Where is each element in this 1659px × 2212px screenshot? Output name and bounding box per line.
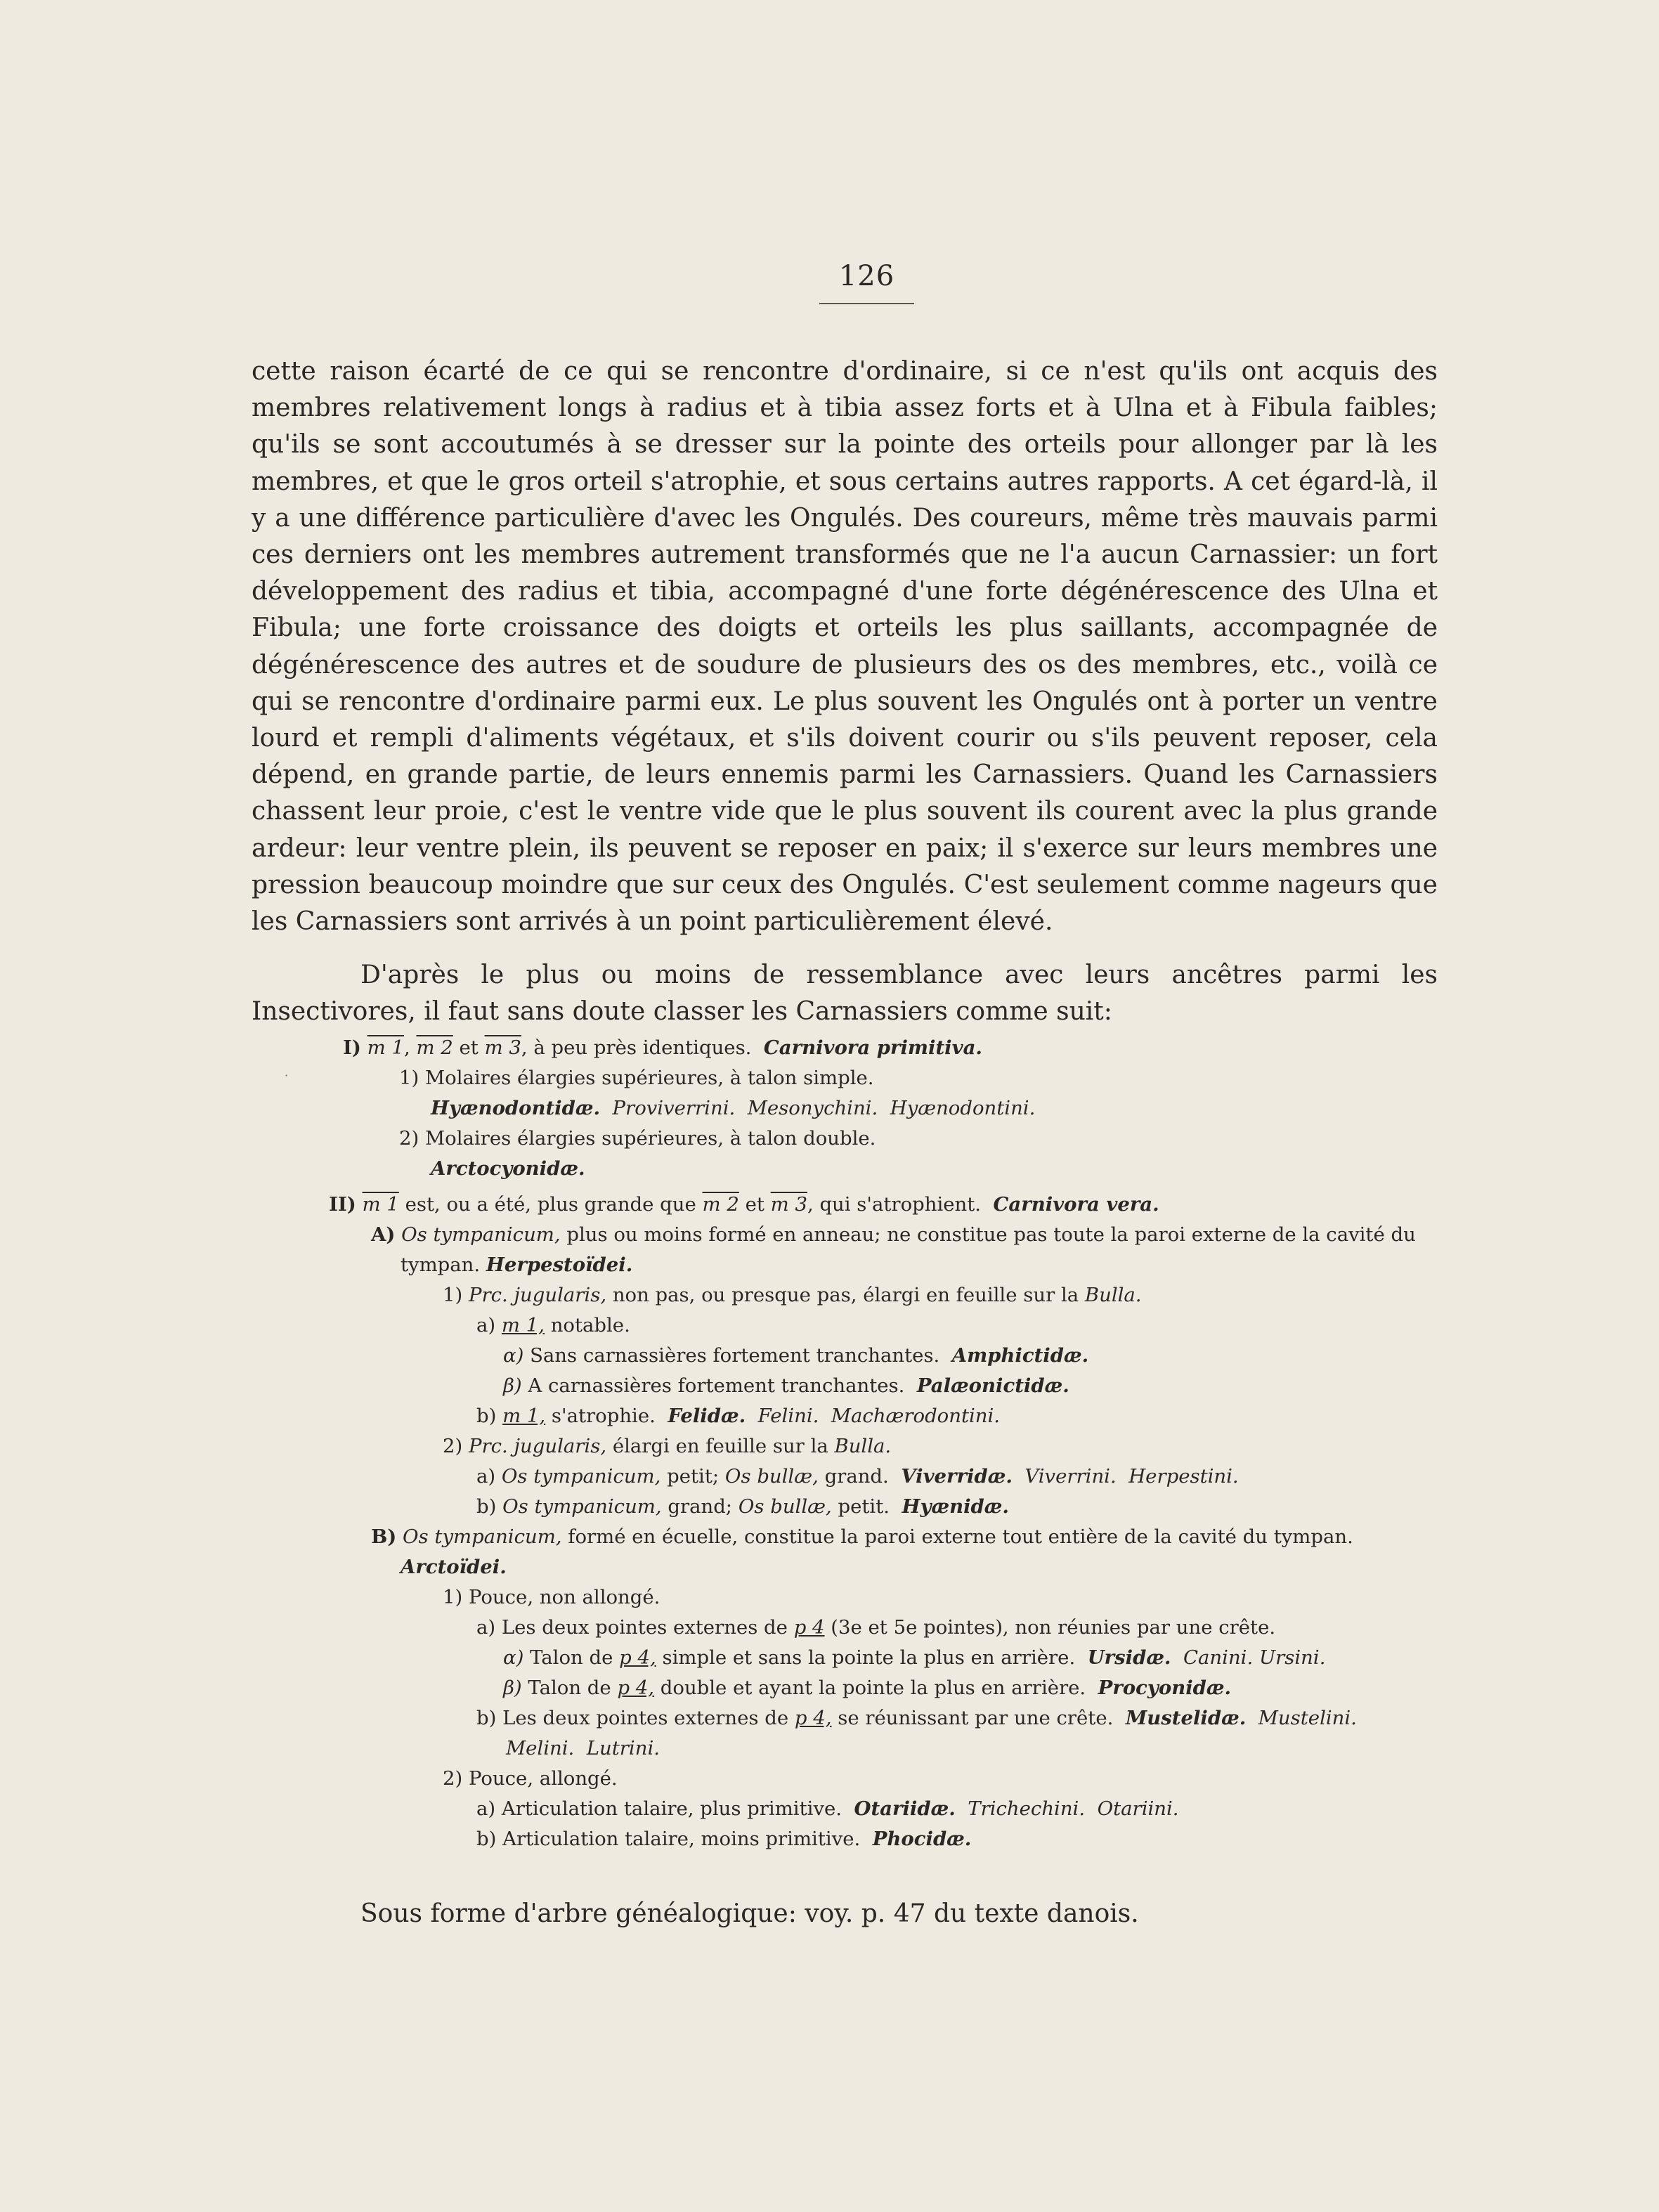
description: Les deux pointes externes de	[502, 1707, 789, 1729]
paragraph-text: D'après le plus ou moins de ressemblance avec leurs ancêtres parmi les Insectivores, il faut sans doute classer les Carnassiers comme suit:	[252, 961, 1438, 1027]
class-II-B	[252, 1522, 1439, 1582]
taxon-name: Viverridæ.	[901, 1465, 1013, 1488]
class-II-B-1-b	[252, 1703, 1439, 1764]
taxon-name: Melini.	[506, 1737, 575, 1759]
molar-symbol: m 2	[702, 1193, 739, 1216]
paragraph-text: Sous forme d'arbre généalogique: voy. p. 47 du texte danois.	[360, 1899, 1139, 1928]
description: Molaires élargies supérieures, à talon double.	[424, 1127, 876, 1150]
footer-note	[252, 1896, 1438, 1932]
description: s'atrophie.	[551, 1405, 656, 1427]
description: Les deux pointes externes de	[501, 1616, 788, 1639]
classification-list	[252, 1033, 1439, 1854]
marker: β)	[503, 1374, 522, 1397]
marker: a)	[476, 1314, 496, 1336]
marker: II)	[329, 1193, 356, 1216]
taxon-name: Ursidæ.	[1087, 1646, 1171, 1669]
anatomical-term: Bulla.	[1084, 1284, 1142, 1306]
marker: A)	[371, 1223, 396, 1246]
separator: ,	[403, 1036, 417, 1059]
premolar-symbol: p 4,	[617, 1677, 655, 1699]
body-paragraph-2	[252, 957, 1438, 1030]
class-II	[252, 1190, 1439, 1220]
description: élargi en feuille sur la	[612, 1435, 828, 1457]
description: Articulation talaire, moins primitive.	[502, 1828, 861, 1850]
class-II-B-1-a-beta	[252, 1673, 1439, 1703]
molar-symbol: m 2	[416, 1036, 453, 1059]
anatomical-term: Os bullæ,	[724, 1465, 819, 1488]
page-number-rule	[819, 303, 914, 304]
marker: b)	[476, 1707, 497, 1729]
class-II-A-1-a-beta	[252, 1371, 1439, 1401]
class-II-B-2	[252, 1764, 1439, 1794]
anatomical-term: Os tympanicum,	[502, 1495, 662, 1518]
anatomical-term: Bulla.	[834, 1435, 892, 1457]
taxon-name: Amphictidæ.	[951, 1344, 1089, 1367]
description: grand.	[824, 1465, 889, 1488]
marker: β)	[503, 1677, 522, 1699]
molar-symbol: m 1,	[502, 1405, 546, 1427]
molar-symbol: m 3	[770, 1193, 807, 1216]
description: non pas, ou presque pas, élargi en feuille sur la	[612, 1284, 1079, 1306]
class-II-A-1-a-alpha	[252, 1341, 1439, 1371]
taxon-name: Arctoïdei.	[401, 1556, 507, 1578]
marker: 1)	[443, 1284, 463, 1306]
description: simple et sans la pointe la plus en arrière.	[662, 1646, 1076, 1669]
class-II-B-1	[252, 1582, 1439, 1613]
taxon-name: Proviverrini.	[612, 1097, 736, 1119]
premolar-symbol: p 4,	[794, 1707, 832, 1729]
description: Sans carnassières fortement tranchantes.	[530, 1344, 940, 1367]
taxon-name: Lutrini.	[586, 1737, 660, 1759]
taxon-name: Mustelidæ.	[1125, 1707, 1247, 1729]
taxon-name: Arctocyonidæ.	[431, 1157, 585, 1180]
class-I-2-taxa	[252, 1154, 1439, 1184]
class-II-B-2-a	[252, 1794, 1439, 1824]
taxon-name: Felidæ.	[668, 1405, 746, 1427]
marker: b)	[476, 1828, 497, 1850]
body-paragraph-1	[252, 353, 1438, 940]
taxon-name: Mesonychini.	[747, 1097, 878, 1119]
taxon-name: Palæonictidæ.	[916, 1374, 1069, 1397]
taxon-name: Procyonidæ.	[1098, 1677, 1232, 1699]
description: est, ou a été, plus grande que	[398, 1193, 703, 1216]
description: Pouce, allongé.	[468, 1767, 618, 1790]
taxon-name: Machærodontini.	[831, 1405, 1001, 1427]
molar-symbol: m 1	[362, 1193, 399, 1216]
description: , à peu près identiques.	[521, 1036, 752, 1059]
description: notable.	[550, 1314, 630, 1336]
taxon-name: Trichechini.	[968, 1797, 1086, 1820]
class-II-B-2-b	[252, 1824, 1439, 1854]
taxon-name: Ursini.	[1258, 1646, 1326, 1669]
anatomical-term: Os tympanicum,	[501, 1465, 661, 1488]
marker: b)	[476, 1495, 497, 1518]
marker: a)	[476, 1616, 496, 1639]
anatomical-term: Prc. jugularis,	[468, 1284, 607, 1306]
description: Pouce, non allongé.	[468, 1586, 661, 1608]
description: double et ayant la pointe la plus en arrière.	[660, 1677, 1086, 1699]
class-II-B-1-a	[252, 1613, 1439, 1643]
class-II-A-2-a	[252, 1462, 1439, 1492]
description: A carnassières fortement tranchantes.	[528, 1374, 905, 1397]
description: plus ou moins formé en anneau; ne constitue pas toute la paroi externe de la cavité du tympan.	[401, 1223, 1416, 1276]
description: grand;	[668, 1495, 733, 1518]
marker: B)	[371, 1525, 397, 1548]
separator: et	[453, 1036, 485, 1059]
taxon-name: Hyænodontidæ.	[431, 1097, 601, 1119]
description: petit;	[667, 1465, 720, 1488]
page-number: 126	[838, 260, 895, 292]
class-I-2	[252, 1124, 1439, 1154]
marker: b)	[476, 1405, 497, 1427]
marker: 2)	[443, 1767, 463, 1790]
taxon-name: Hyænodontini.	[890, 1097, 1036, 1119]
taxon-name: Viverrini.	[1024, 1465, 1117, 1488]
marker: 1)	[399, 1067, 419, 1089]
anatomical-term: Os tympanicum,	[403, 1525, 562, 1548]
description: Talon de	[530, 1646, 613, 1669]
separator: et	[739, 1193, 771, 1216]
molar-symbol: m 3	[484, 1036, 521, 1059]
anatomical-term: Os bullæ,	[738, 1495, 832, 1518]
paragraph-text: cette raison écarté de ce qui se rencontre d'ordinaire, si ce n'est qu'ils ont acquis des membres relativement longs à radius et à tibia assez forts et à Ulna et à Fibula faibles; qu'ils se sont accoutumés à se dresser sur la pointe des orteils pour allonger par là les membres, et que le gros orteil s'atrophie, et sous certains autres rapports. A cet égard-là, il y a une différence particulière d'avec les Ongulés. Des coureurs, même très mauvais parmi ces derniers ont les membres autrement transformés que ne l'a aucun Carnassier: un fort développement des radius et tibia, accompagné d'une forte dégénérescence des Ulna et Fibula; une forte croissance des doigts et orteils les plus saillants, accompagnée de dégénérescence des autres et de soudure de plusieurs des os des membres, etc., voilà ce qui se rencontre d'ordinaire parmi eux. Le plus souvent les Ongulés ont à porter un ventre lourd et rempli d'aliments végétaux, et s'ils doivent courir ou s'ils peuvent reposer, cela dépend, en grande partie, de leurs ennemis parmi les Carnassiers. Quand les Carnassiers chassent leur proie, c'est le ventre vide que le plus souvent ils courent avec la plus grande ardeur: leur ventre plein, ils peuvent se reposer en paix; il s'exerce sur leurs membres une pression beaucoup moindre que sur ceux des Ongulés. C'est seulement comme nageurs que les Carnassiers sont arrivés à un point particulièrement élevé.	[252, 357, 1438, 937]
description: formé en écuelle, constitue la paroi externe tout entière de la cavité du tympan.	[568, 1525, 1353, 1548]
description: petit.	[838, 1495, 890, 1518]
anatomical-term: Prc. jugularis,	[468, 1435, 607, 1457]
taxon-name: Phocidæ.	[872, 1828, 972, 1850]
description: se réunissant par une crête.	[838, 1707, 1114, 1729]
class-II-A	[252, 1220, 1439, 1280]
description: Talon de	[528, 1677, 611, 1699]
class-I-1-taxa	[252, 1093, 1439, 1124]
marker: 1)	[443, 1586, 463, 1608]
molar-symbol: m 1	[367, 1036, 404, 1059]
marker: 2)	[443, 1435, 463, 1457]
description: Articulation talaire, plus primitive.	[501, 1797, 842, 1820]
taxon-name: Otariini.	[1097, 1797, 1179, 1820]
class-I-1	[252, 1063, 1439, 1093]
class-II-A-2-b	[252, 1492, 1439, 1522]
description: Molaires élargies supérieures, à talon simple.	[424, 1067, 874, 1089]
class-II-A-1-a	[252, 1310, 1439, 1341]
description: , qui s'atrophient.	[807, 1193, 982, 1216]
class-II-B-1-a-alpha	[252, 1643, 1439, 1673]
taxon-name: Canini.	[1183, 1646, 1254, 1669]
taxon-name: Mustelini.	[1258, 1707, 1357, 1729]
anatomical-term: Os tympanicum,	[401, 1223, 561, 1246]
class-I	[252, 1033, 1439, 1063]
marker: I)	[343, 1036, 361, 1059]
marker: a)	[476, 1465, 496, 1488]
description: (3e et 5e pointes), non réunies par une crête.	[831, 1616, 1276, 1639]
taxon-name: Felini.	[757, 1405, 819, 1427]
marker: a)	[476, 1797, 496, 1820]
taxon-name: Otariidæ.	[854, 1797, 956, 1820]
taxon-name: Carnivora primitiva.	[763, 1036, 982, 1059]
premolar-symbol: p 4,	[619, 1646, 656, 1669]
class-II-A-1-b	[252, 1401, 1439, 1431]
taxon-name: Herpestini.	[1128, 1465, 1239, 1488]
taxon-name: Herpestoïdei.	[486, 1254, 633, 1276]
marker: α)	[503, 1344, 524, 1367]
marker: 2)	[399, 1127, 419, 1150]
class-II-A-2	[252, 1431, 1439, 1462]
margin-speck: ˙	[283, 1073, 289, 1088]
marker: α)	[503, 1646, 524, 1669]
class-II-A-1	[252, 1280, 1439, 1310]
taxon-name: Hyænidæ.	[902, 1495, 1009, 1518]
premolar-symbol: p 4	[793, 1616, 825, 1639]
molar-symbol: m 1,	[501, 1314, 545, 1336]
taxon-name: Carnivora vera.	[993, 1193, 1159, 1216]
